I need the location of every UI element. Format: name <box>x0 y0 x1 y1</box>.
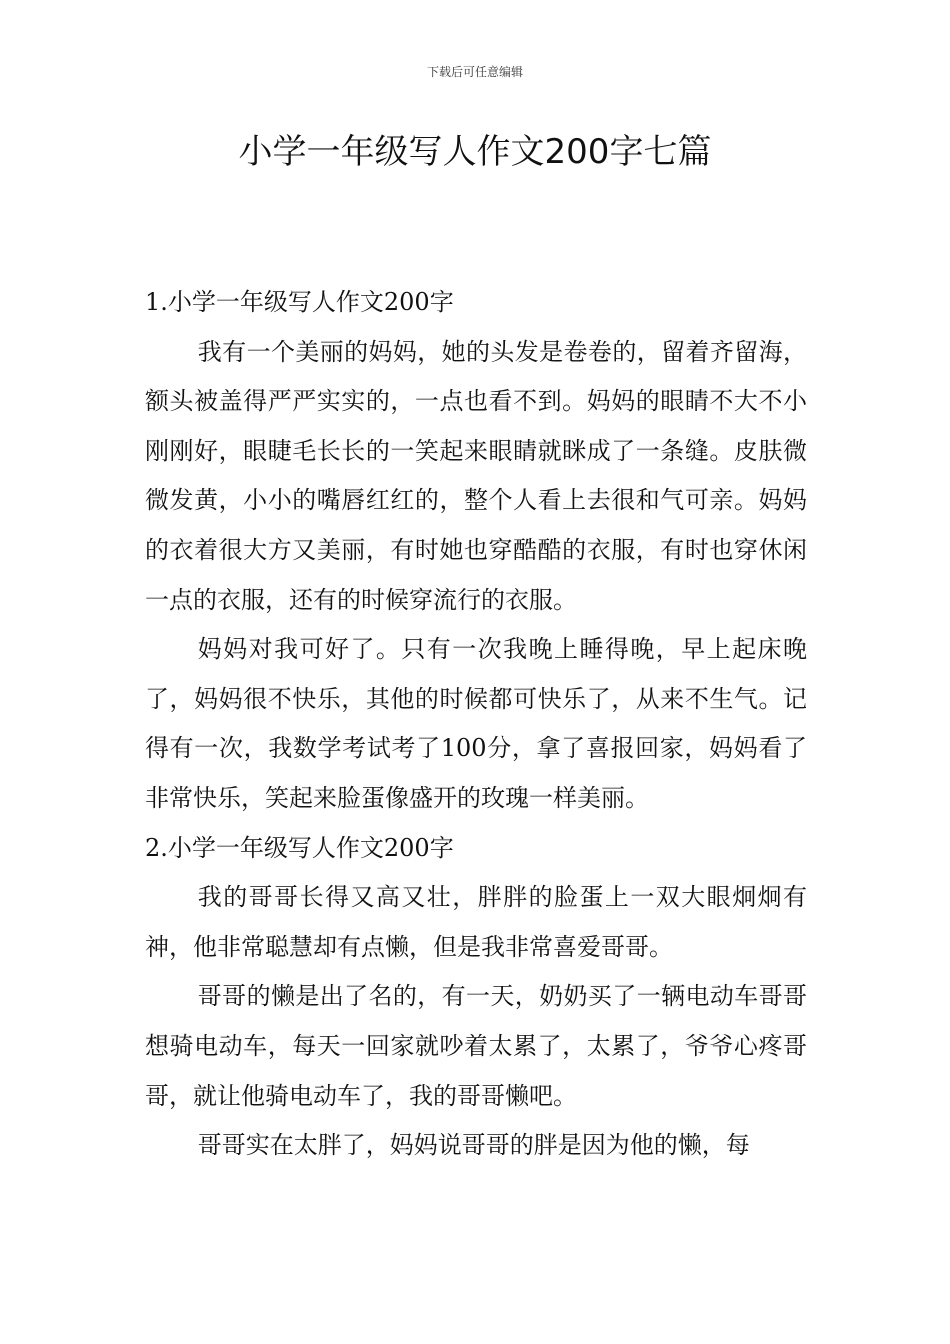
paragraph: 哥哥的懒是出了名的，有一天，奶奶买了一辆电动车哥哥想骑电动车，每天一回家就吵着太累了，太累了，爷爷心疼哥哥，就让他骑电动车了，我的哥哥懒吧。 <box>145 982 807 1110</box>
paragraph: 我的哥哥长得又高又壮，胖胖的脸蛋上一双大眼炯炯有神，他非常聪慧却有点懒，但是我非常喜爱哥哥。 <box>145 883 807 961</box>
document-body <box>145 278 807 1171</box>
paragraph: 我有一个美丽的妈妈，她的头发是卷卷的，留着齐留海，额头被盖得严严实实的，一点也看不到。妈妈的眼睛不大不小刚刚好，眼睫毛长长的一笑起来眼睛就眯成了一条缝。皮肤微微发黄，小小的嘴唇红红的，整个人看上去很和气可亲。妈妈的衣着很大方又美丽，有时她也穿酷酷的衣服，有时也穿休闲一点的衣服，还有的时候穿流行的衣服。 <box>145 337 807 614</box>
section-heading: 1.小学一年级写人作文200字 <box>145 288 454 316</box>
section-heading: 2.小学一年级写人作文200字 <box>145 833 454 862</box>
header-note: 下载后可任意编辑 <box>426 65 523 79</box>
section-1 <box>145 278 807 824</box>
section-2 <box>145 824 807 1171</box>
paragraph: 哥哥实在太胖了，妈妈说哥哥的胖是因为他的懒，每 <box>197 1131 750 1160</box>
document-title: 小学一年级写人作文200字七篇 <box>238 132 712 172</box>
paragraph: 妈妈对我可好了。只有一次我晚上睡得晚，早上起床晚了，妈妈很不快乐，其他的时候都可快乐了，从来不生气。记得有一次，我数学考试考了100分，拿了喜报回家，妈妈看了非常快乐，笑起来脸蛋像盛开的玫瑰一样美丽。 <box>145 635 807 812</box>
